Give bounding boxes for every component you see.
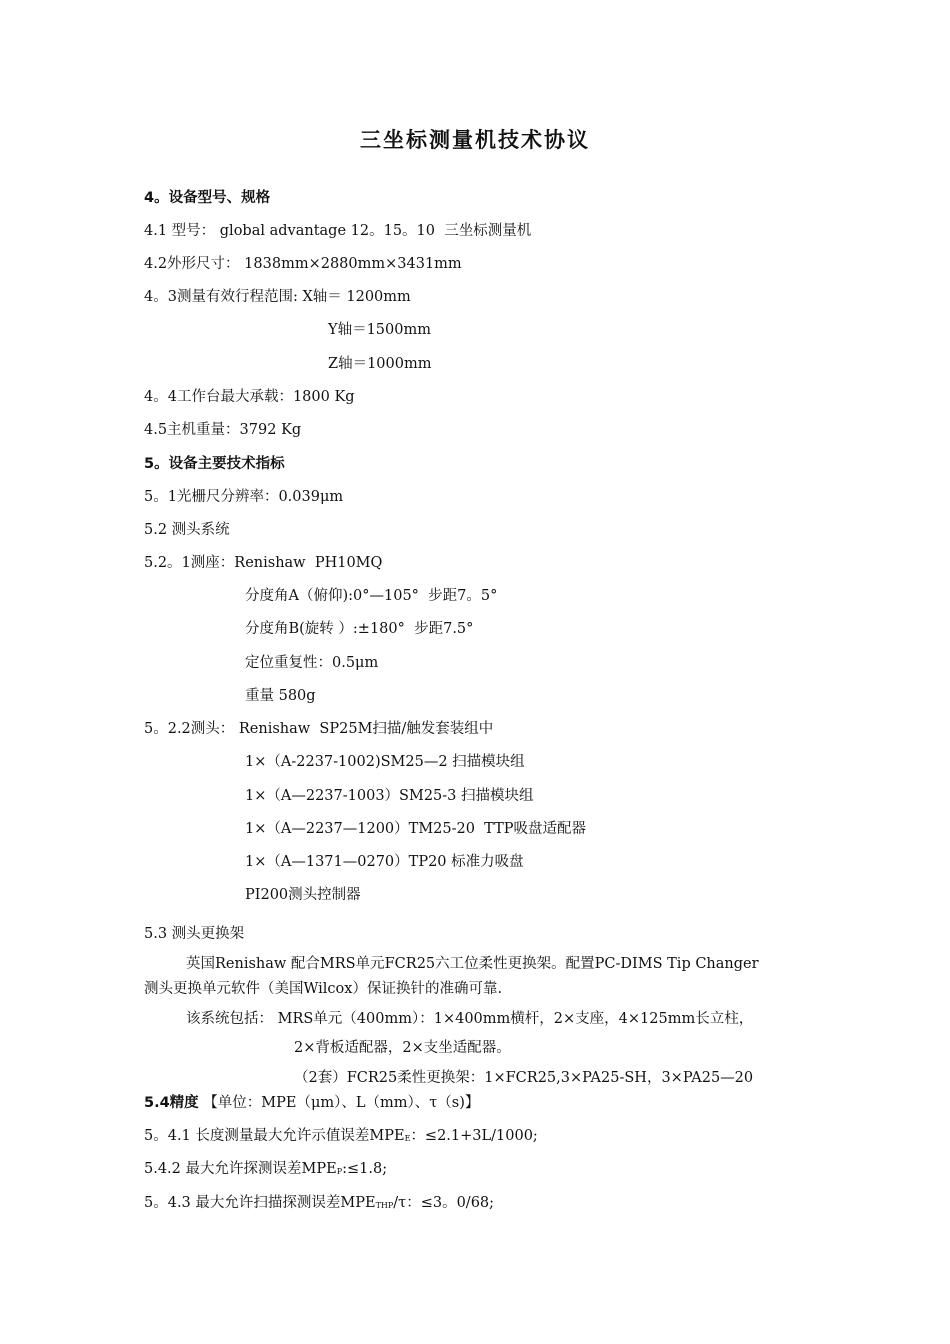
probe-head-angle-b: 分度角B(旋转 ）:±180° 步距7.5°	[245, 621, 474, 637]
probe-head: 5.2。1测座：Renishaw PH10MQ	[144, 555, 383, 571]
accuracy-probing-label: 5.4.2 最大允许探测误差MPE	[144, 1161, 337, 1177]
accuracy-probing-sub: P	[336, 1167, 343, 1176]
spec-resolution: 5。1光栅尺分辨率：0.039μm	[144, 489, 344, 505]
accuracy-scanning-value: /τ：≤3。0/68;	[393, 1195, 495, 1211]
section-5-heading: 5。设备主要技术指标	[144, 456, 285, 472]
probe-kit-item-2: 1×（A—2237-1003）SM25-3 扫描模块组	[245, 788, 534, 804]
accuracy-probing-value: :≤1.8;	[342, 1161, 388, 1177]
accuracy-heading-units: 【单位：MPE（μm）、L（mm）、τ（s)】	[198, 1095, 480, 1111]
spec-travel-x: 4。3测量有效行程范围: X轴＝ 1200mm	[144, 289, 411, 305]
accuracy-scanning-label: 5。4.3 最大允许扫描探测误差MPE	[144, 1195, 376, 1211]
accuracy-length-value: ：≤2.1+3L/1000;	[410, 1128, 538, 1144]
spec-travel-y: Y轴＝1500mm	[328, 322, 431, 338]
accuracy-length-label: 5。4.1 长度测量最大允许示值误差MPE	[144, 1128, 405, 1144]
accuracy-scanning-sub: THP	[375, 1201, 394, 1210]
probe-changer-heading: 5.3 测头更换架	[144, 926, 245, 942]
probe-head-repeatability: 定位重复性：0.5μm	[245, 655, 379, 671]
probe-changer-system-1: 该系统包括： MRS单元（400mm）：1×400mm横杆，2×支座，4×125mm长立柱，	[186, 1011, 754, 1027]
spec-travel-z: Z轴＝1000mm	[328, 356, 432, 372]
probe-changer-system-2: 2×背板适配器，2×支坐适配器。	[294, 1040, 511, 1056]
probe-kit-item-1: 1×（A-2237-1002)SM25—2 扫描模块组	[245, 754, 525, 770]
spec-weight: 4.5主机重量：3792 Kg	[144, 422, 302, 438]
probe-kit-item-4: 1×（A—1371—0270）TP20 标准力吸盘	[245, 854, 524, 870]
spec-table-load: 4。4工作台最大承载：1800 Kg	[144, 389, 355, 405]
probe-changer-system-3: （2套）FCR25柔性更换架：1×FCR25,3×PA25-SH，3×PA25—20	[294, 1070, 754, 1086]
probe-changer-desc-2: 测头更换单元软件（美国Wilcox）保证换针的准确可靠.	[144, 981, 503, 997]
probe-kit-item-3: 1×（A—2237—1200）TM25-20 TTP吸盘适配器	[245, 821, 587, 837]
probe: 5。2.2测头： Renishaw SP25M扫描/触发套装组中	[144, 721, 494, 737]
accuracy-probing	[144, 1160, 387, 1181]
probe-controller: PI200测头控制器	[245, 887, 361, 903]
accuracy-heading-bold: 5.4精度	[144, 1095, 199, 1111]
spec-dimensions: 4.2外形尺寸： 1838mm×2880mm×3431mm	[144, 256, 462, 272]
section-4-heading: 4。设备型号、规格	[144, 190, 271, 206]
probe-changer-desc-1: 英国Renishaw 配合MRS单元FCR25六工位柔性更换架。配置PC-DIMS Tip Changer	[186, 956, 759, 972]
spec-model: 4.1 型号： global advantage 12。15。10 三坐标测量机	[144, 223, 532, 239]
accuracy-heading	[144, 1094, 479, 1112]
probe-head-weight: 重量 580g	[245, 688, 316, 704]
accuracy-length-sub: E	[404, 1134, 411, 1143]
accuracy-scanning	[144, 1194, 494, 1215]
document-title: 三坐标测量机技术协议	[360, 128, 590, 152]
probe-head-angle-a: 分度角A（俯仰):0°—105° 步距7。5°	[245, 588, 498, 604]
probe-system-heading: 5.2 测头系统	[144, 522, 230, 538]
accuracy-length	[144, 1127, 538, 1148]
